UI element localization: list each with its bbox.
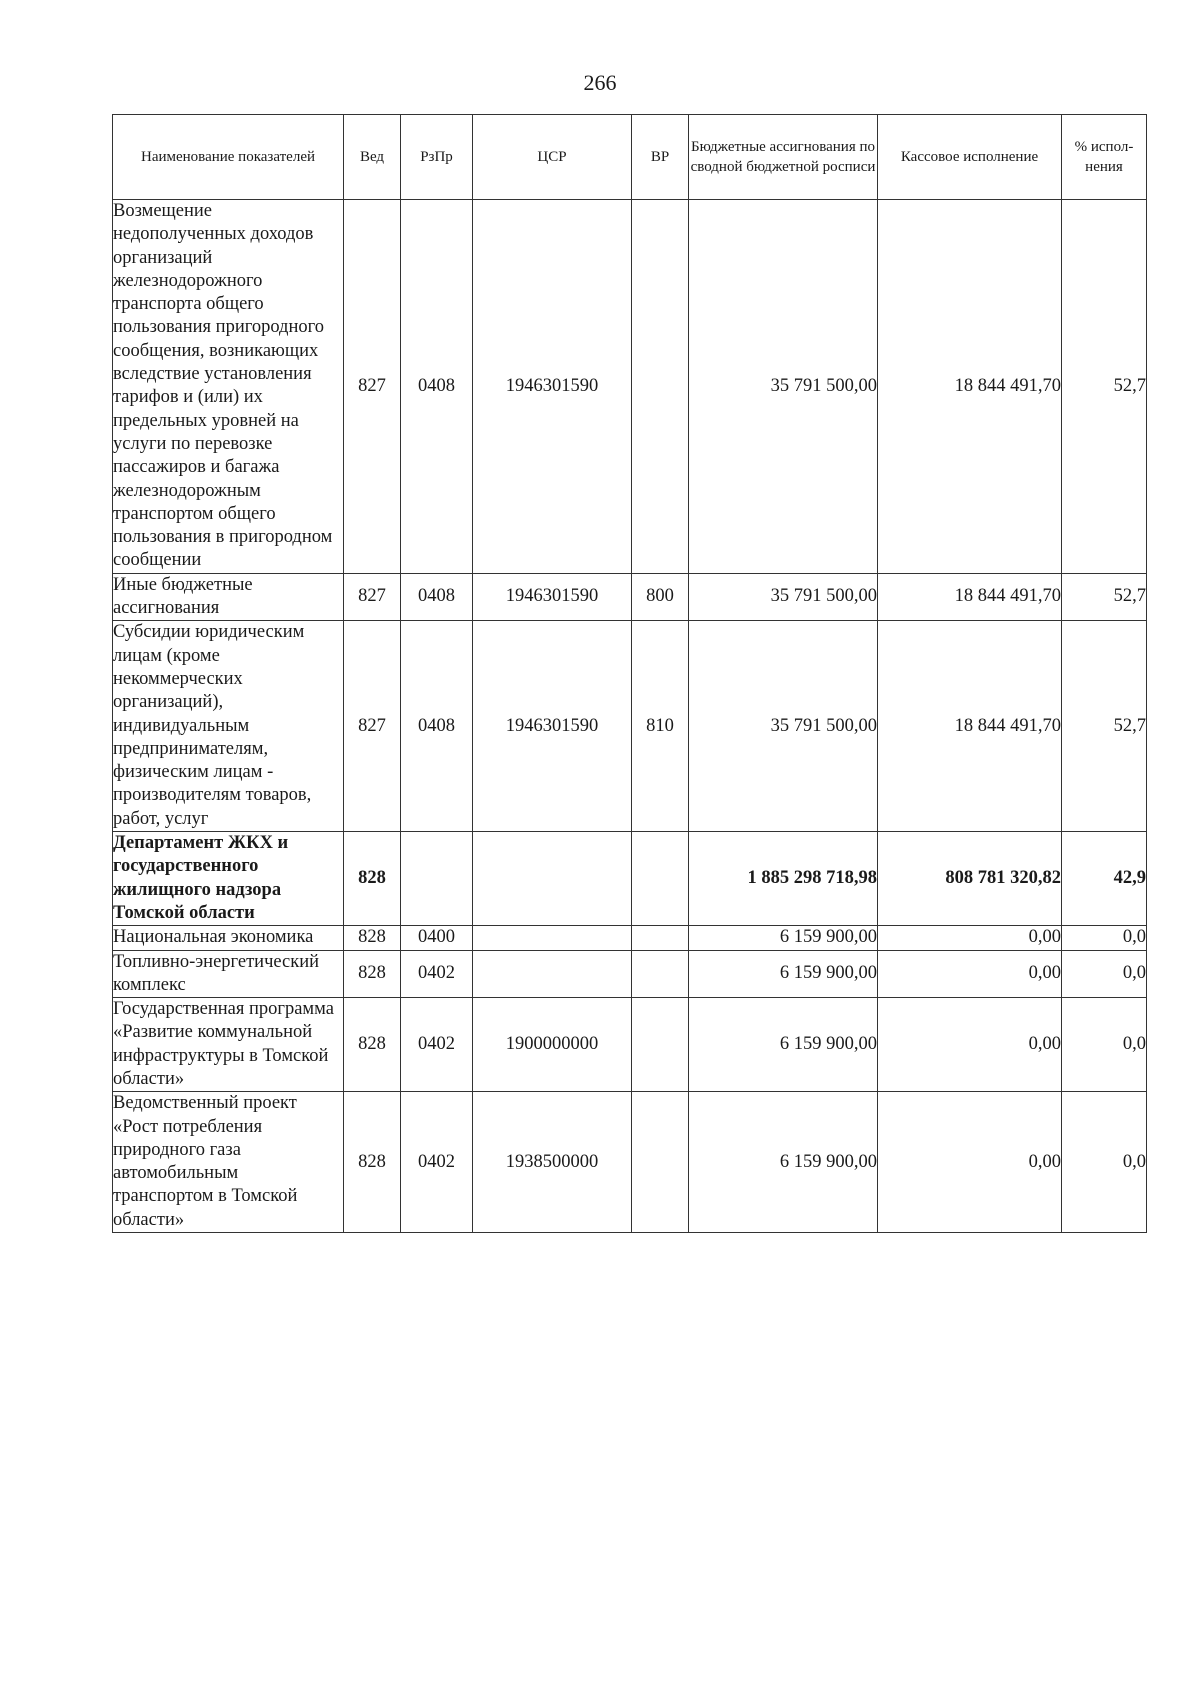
row-vr bbox=[632, 200, 689, 574]
row-cash: 808 781 320,82 bbox=[878, 832, 1062, 926]
row-budget: 1 885 298 718,98 bbox=[689, 832, 878, 926]
budget-execution-table bbox=[112, 114, 1147, 1233]
row-ved: 828 bbox=[344, 950, 401, 998]
row-rzpr: 0402 bbox=[401, 950, 473, 998]
table-row bbox=[113, 926, 1147, 950]
row-percent: 52,7 bbox=[1062, 200, 1147, 574]
row-rzpr: 0402 bbox=[401, 998, 473, 1092]
row-csr: 1946301590 bbox=[473, 573, 632, 621]
row-vr bbox=[632, 950, 689, 998]
header-vr: ВР bbox=[632, 115, 689, 200]
row-vr: 810 bbox=[632, 621, 689, 832]
page-number: 266 bbox=[583, 70, 617, 95]
row-rzpr: 0408 bbox=[401, 573, 473, 621]
row-csr: 1946301590 bbox=[473, 621, 632, 832]
header-cash: Кассовое исполнение bbox=[878, 115, 1062, 200]
row-rzpr: 0402 bbox=[401, 1092, 473, 1233]
row-csr: 1938500000 bbox=[473, 1092, 632, 1233]
table-row-department bbox=[113, 832, 1147, 926]
row-csr bbox=[473, 926, 632, 950]
row-rzpr: 0408 bbox=[401, 200, 473, 574]
row-ved: 827 bbox=[344, 200, 401, 574]
row-budget: 6 159 900,00 bbox=[689, 950, 878, 998]
row-vr bbox=[632, 926, 689, 950]
row-budget: 6 159 900,00 bbox=[689, 998, 878, 1092]
header-name: Наименование показателей bbox=[113, 115, 344, 200]
row-vr bbox=[632, 832, 689, 926]
row-cash: 0,00 bbox=[878, 1092, 1062, 1233]
row-name: Топливно-энергетический комплекс bbox=[113, 950, 344, 998]
row-budget: 6 159 900,00 bbox=[689, 1092, 878, 1233]
row-percent: 0,0 bbox=[1062, 926, 1147, 950]
row-cash: 18 844 491,70 bbox=[878, 621, 1062, 832]
row-vr bbox=[632, 1092, 689, 1233]
row-cash: 18 844 491,70 bbox=[878, 200, 1062, 574]
row-name: Субсидии юридическим лицам (кроме некоммерческих организаций), индивидуальным предпринимателям, физическим лицам - производителям товаров, работ, услуг bbox=[113, 621, 344, 832]
row-name: Иные бюджетные ассигнования bbox=[113, 573, 344, 621]
row-csr: 1946301590 bbox=[473, 200, 632, 574]
row-rzpr: 0400 bbox=[401, 926, 473, 950]
row-rzpr bbox=[401, 832, 473, 926]
row-ved: 828 bbox=[344, 832, 401, 926]
table-row bbox=[113, 1092, 1147, 1233]
row-vr bbox=[632, 998, 689, 1092]
row-ved: 827 bbox=[344, 621, 401, 832]
table-header-row bbox=[113, 115, 1147, 200]
row-csr bbox=[473, 950, 632, 998]
row-cash: 0,00 bbox=[878, 998, 1062, 1092]
row-cash: 18 844 491,70 bbox=[878, 573, 1062, 621]
header-percent: % испол-нения bbox=[1062, 115, 1147, 200]
table-row bbox=[113, 998, 1147, 1092]
table-row bbox=[113, 200, 1147, 574]
row-budget: 6 159 900,00 bbox=[689, 926, 878, 950]
row-cash: 0,00 bbox=[878, 950, 1062, 998]
table-row bbox=[113, 950, 1147, 998]
row-budget: 35 791 500,00 bbox=[689, 200, 878, 574]
row-ved: 827 bbox=[344, 573, 401, 621]
row-vr: 800 bbox=[632, 573, 689, 621]
row-budget: 35 791 500,00 bbox=[689, 621, 878, 832]
header-csr: ЦСР bbox=[473, 115, 632, 200]
table-row bbox=[113, 621, 1147, 832]
row-percent: 0,0 bbox=[1062, 950, 1147, 998]
row-percent: 52,7 bbox=[1062, 621, 1147, 832]
row-name: Департамент ЖКХ и государственного жилищного надзора Томской области bbox=[113, 832, 344, 926]
row-percent: 52,7 bbox=[1062, 573, 1147, 621]
row-percent: 0,0 bbox=[1062, 1092, 1147, 1233]
header-rzpr: РзПр bbox=[401, 115, 473, 200]
table-row bbox=[113, 573, 1147, 621]
row-percent: 42,9 bbox=[1062, 832, 1147, 926]
row-ved: 828 bbox=[344, 926, 401, 950]
row-percent: 0,0 bbox=[1062, 998, 1147, 1092]
row-name: Возмещение недополученных доходов организаций железнодорожного транспорта общего пользования пригородного сообщения, возникающих вследствие установления тарифов и (или) их предельных уровней на услуги по перевозке пассажиров и багажа железнодорожным транспортом общего пользования в пригородном сообщении bbox=[113, 200, 344, 574]
row-ved: 828 bbox=[344, 998, 401, 1092]
row-name: Национальная экономика bbox=[113, 926, 344, 950]
row-rzpr: 0408 bbox=[401, 621, 473, 832]
row-csr bbox=[473, 832, 632, 926]
header-ved: Вед bbox=[344, 115, 401, 200]
row-cash: 0,00 bbox=[878, 926, 1062, 950]
row-ved: 828 bbox=[344, 1092, 401, 1233]
row-csr: 1900000000 bbox=[473, 998, 632, 1092]
row-budget: 35 791 500,00 bbox=[689, 573, 878, 621]
row-name: Ведомственный проект «Рост потребления природного газа автомобильным транспортом в Томской области» bbox=[113, 1092, 344, 1233]
header-budget: Бюджетные ассигнования по сводной бюджетной росписи bbox=[689, 115, 878, 200]
row-name: Государственная программа «Развитие коммунальной инфраструктуры в Томской области» bbox=[113, 998, 344, 1092]
